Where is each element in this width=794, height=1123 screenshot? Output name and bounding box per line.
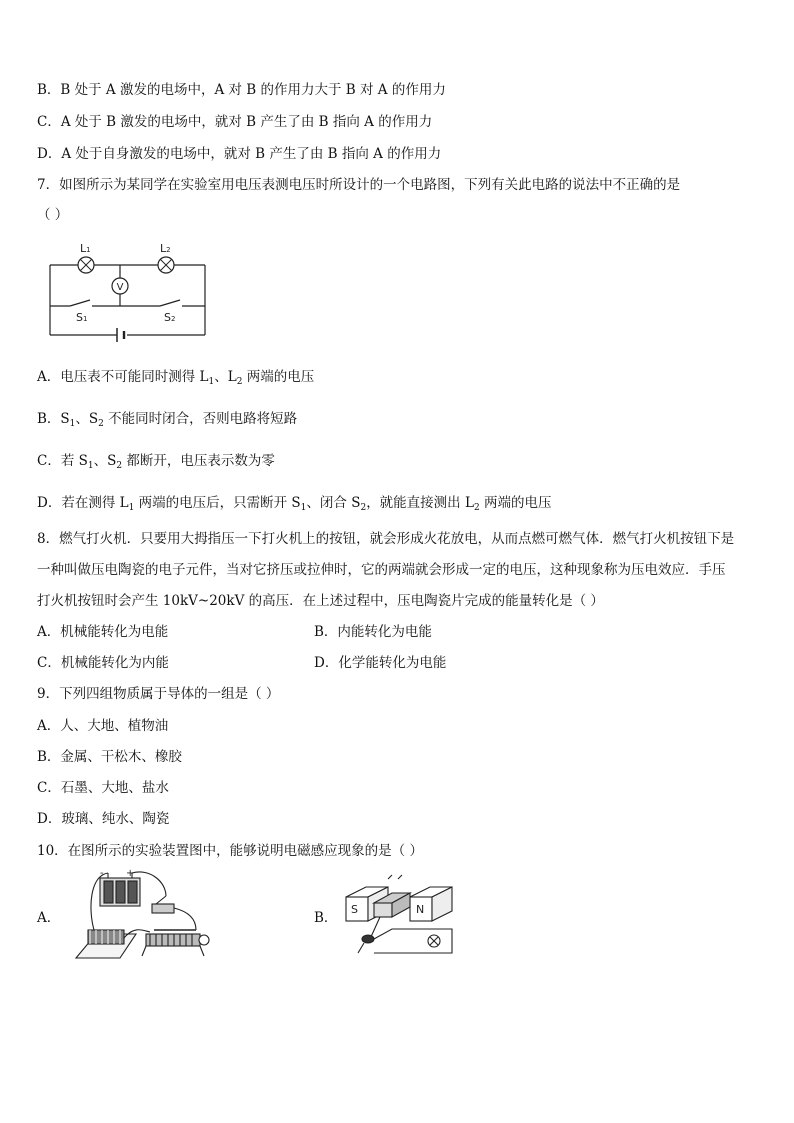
q7-blank: （ ） — [37, 207, 69, 223]
magnet-n-label: N — [416, 903, 425, 916]
q7-option-a: A．电压表不可能同时测得 $L_1$、$L_2$ 两端的电压 — [37, 369, 315, 387]
q9-option-c: C．石墨、大地、盐水 — [37, 780, 169, 796]
label-s2: S — [164, 311, 171, 324]
q10-stem: 10．在图所示的实验装置图中，能够说明电磁感应现象的是（ ） — [37, 843, 423, 859]
rheostat-icon — [142, 930, 209, 956]
svg-text:L1: L1 — [80, 242, 91, 255]
q7-option-b: B．$S_1$、$S_2$ 不能同时闭合，否则电路将短路 — [37, 411, 298, 429]
q8-stem-line1: 8．燃气打火机．只要用大拇指压一下打火机上的按钮，就会形成火花放电，从而点燃可燃气体．燃气打火机按钮下是 — [37, 531, 735, 547]
q8-option-d: D．化学能转化为电能 — [314, 655, 447, 671]
q10-option-a-label: A． — [37, 910, 61, 926]
svg-text:S2: S2 — [164, 311, 176, 324]
q8-stem-line2: 一种叫做压电陶瓷的电子元件，当对它挤压或拉伸时，它的两端就会形成一定的电压，这种现象称为压电效应．手压 — [37, 562, 726, 578]
q8-stem-line3: 打火机按钮时会产生 10kV~20kV 的高压．在上述过程中，压电陶瓷片完成的能量转化是（ ） — [37, 593, 604, 609]
q10-figure-b — [340, 873, 460, 963]
q9-option-a: A．人、大地、植物油 — [37, 718, 169, 734]
svg-text:L2: L2 — [160, 242, 171, 255]
battery-plus-label: + — [126, 868, 135, 879]
q7-circuit-diagram — [40, 238, 215, 343]
q10-option-b-label: B． — [314, 910, 338, 926]
q7-option-c: C．若 $S_1$、$S_2$ 都断开，电压表示数为零 — [37, 453, 275, 471]
knife-switch-icon — [152, 896, 174, 913]
svg-text:S1: S1 — [76, 311, 88, 324]
q6-option-b: B．B 处于 A 激发的电场中，A 对 B 的作用力大于 B 对 A 的作用力 — [37, 82, 446, 98]
coil-icon — [88, 930, 124, 944]
q9-option-b: B．金属、干松木、橡胶 — [37, 749, 182, 765]
label-s1: S — [76, 311, 83, 324]
q6-option-d: D．A 处于自身激发的电场中，就对 B 产生了由 B 指向 A 的作用力 — [37, 146, 442, 162]
q6-option-c: C．A 处于 B 激发的电场中，就对 B 产生了由 B 指向 A 的作用力 — [37, 114, 433, 130]
lamp-icon — [428, 935, 440, 947]
lamp-l1-icon — [78, 257, 94, 273]
label-l1: L — [80, 242, 87, 255]
q9-stem: 9．下列四组物质属于导体的一组是（ ） — [37, 686, 280, 702]
voltmeter-label: V — [116, 282, 124, 293]
battery-minus-label: - — [100, 868, 104, 879]
lamp-l2-icon — [158, 257, 174, 273]
voltmeter-icon — [112, 278, 128, 294]
magnet-s-label: S — [351, 903, 358, 916]
q8-option-c: C．机械能转化为内能 — [37, 655, 169, 671]
q8-option-b: B．内能转化为电能 — [314, 624, 432, 640]
q9-option-d: D．玻璃、纯水、陶瓷 — [37, 811, 170, 827]
q7-option-d: D．若在测得 $L_1$ 两端的电压后，只需断开 $S_1$、闭合 $S_2$，就能直接测出 $L_2$ 两端的电压 — [37, 495, 552, 513]
label-l2: L — [160, 242, 167, 255]
q10-figure-a — [70, 868, 220, 964]
q7-stem: 7．如图所示为某同学在实验室用电压表测电压时所设计的一个电路图，下列有关此电路的说法中不正确的是 — [37, 177, 681, 193]
q8-option-a: A．机械能转化为电能 — [37, 624, 169, 640]
